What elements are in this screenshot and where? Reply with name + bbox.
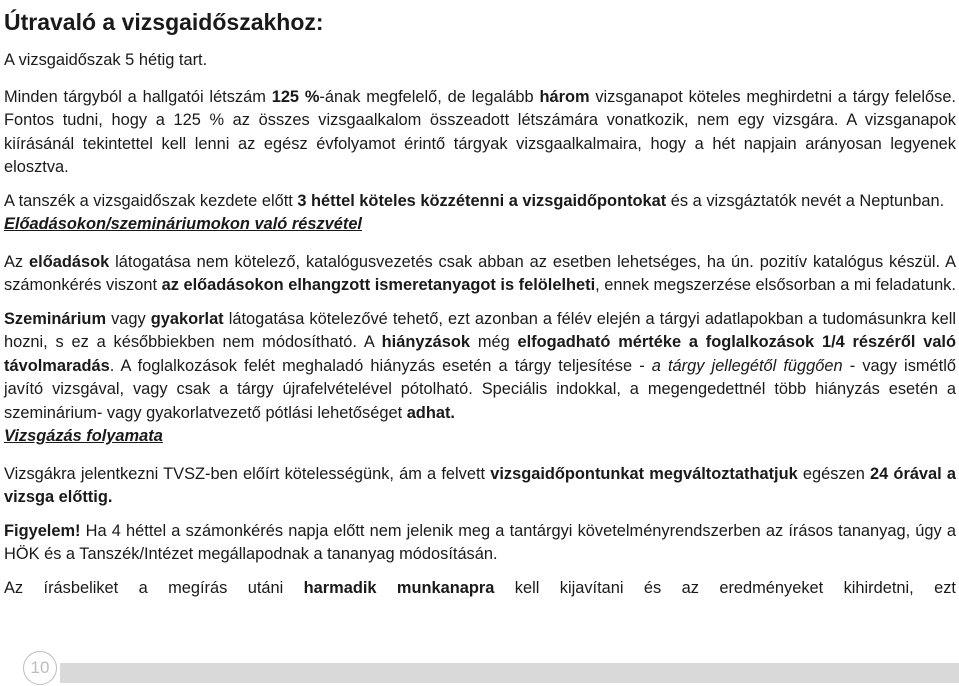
text-run: vizsganapot köteles meghirdetni a tárgy felelőse. Fontos tudni, hogy a 125 % az összes vizsgaalkalom összeadott létszámára vonatkozik, nem egy vizsgára. A vizsganapok kiírásánál tekintettel kell lenni az egész évfolyamot érintő tárgyak vizsgaalkalmaira, hogy a hét napjain arányosan legyenek elosztva. [4, 87, 956, 176]
text-run: még [470, 333, 518, 351]
text-run: és a vizsgáztatók nevét a Neptunban. [666, 191, 945, 210]
paragraph-lectures [4, 251, 956, 298]
text-run: kell kijavítani és az eredményeket kihirdetni, ezt [494, 578, 956, 597]
text-run: , ennek megszerzése elsősorban a mi feladatunk. [595, 276, 956, 294]
text-run: Minden tárgyból a hallgatói létszám [4, 87, 272, 106]
text-run: Vizsgákra jelentkezni TVSZ-ben előírt kötelességünk, ám a felvett [4, 464, 491, 483]
bold-run: gyakorlat [150, 309, 224, 328]
text-run: . A foglalkozások felét meghaladó hiányzás esetén a tárgy teljesítése - [109, 356, 652, 375]
bold-run: harmadik munkanapra [303, 578, 495, 597]
paragraph-announcement [4, 190, 956, 214]
paragraph-exam-period: A vizsgaidőszak 5 hétig tart. [4, 51, 208, 69]
page-number: 10 [23, 651, 57, 685]
text-run: egészen [797, 464, 871, 483]
text-run: Az írásbeliket a megírás utáni [4, 578, 304, 597]
page-footer [0, 651, 959, 686]
text-run: Ha 4 héttel a számonkérés napja előtt nem jelenik meg a tantárgyi követelményrendszerben az írásos tananyag, úgy a HÖK és a Tanszék/Intézet megállapodnak a tananyag módosításán. [4, 521, 956, 563]
bold-run: Figyelem! [4, 521, 81, 540]
footer-bar [60, 663, 959, 683]
section-heading-exams: Vizsgázás folyamata [4, 427, 163, 445]
paragraph-exam-registration [4, 463, 956, 510]
text-run: látogatása nem kötelező, katalógusvezetés csak abban az esetben lehetséges, ha ún. pozitív katalógus készül. A számonkérés viszont [4, 252, 956, 294]
bold-run: 24 órával a vizsga előttig. [4, 464, 956, 506]
bold-run: előadások [29, 252, 110, 271]
text-run: vagy [106, 309, 151, 328]
bold-run: vizsgaidőpontunkat megváltoztathatjuk [490, 464, 798, 483]
page-title: Útravaló a vizsgaidőszakhoz: [4, 9, 324, 35]
text-run: - vagy ismétlő javító vizsgával, vagy csak a tárgy újrafelvételével pótolható. Speciális indokkal, a megengedettnél több hiányzás esetén a szeminárium- vagy gyakorlatvezető pótlási lehetőséget [4, 356, 956, 422]
paragraph-exam-days [4, 86, 956, 180]
bold-run: elfogadható mértéke a foglalkozások 1/4 részéről való távolmaradás [4, 333, 956, 375]
bold-run: az előadásokon elhangzott ismeretanyagot is felölelheti [161, 276, 596, 294]
text-run: látogatása kötelezővé tehető, ezt azonban a félév elején a tárgyi adatlapokban a tudomásunkra kell hozni, s ez a későbbiekben nem módosítható. A [4, 309, 956, 351]
text-run: A tanszék a vizsgaidőszak kezdete előtt [4, 191, 298, 210]
document-page [4, 0, 956, 600]
section-heading-attendance: Előadásokon/szemináriumokon való részvétel [4, 215, 362, 233]
italic-run: a tárgy jellegétől függően [651, 356, 843, 375]
bold-run: három [539, 87, 590, 106]
bold-run: Szeminárium [4, 309, 107, 328]
bold-run: hiányzások [381, 333, 471, 351]
text-run: -ának megfelelő, de legalább [319, 87, 540, 106]
bold-run: 3 héttel köteles közzétenni a vizsgaidőpontokat [297, 191, 667, 210]
paragraph-written-exams [4, 577, 956, 601]
paragraph-seminars [4, 308, 956, 426]
text-run: Az [4, 252, 30, 271]
paragraph-warning [4, 520, 956, 567]
bold-run: 125 % [271, 87, 320, 106]
bold-run: adhat. [406, 403, 455, 422]
